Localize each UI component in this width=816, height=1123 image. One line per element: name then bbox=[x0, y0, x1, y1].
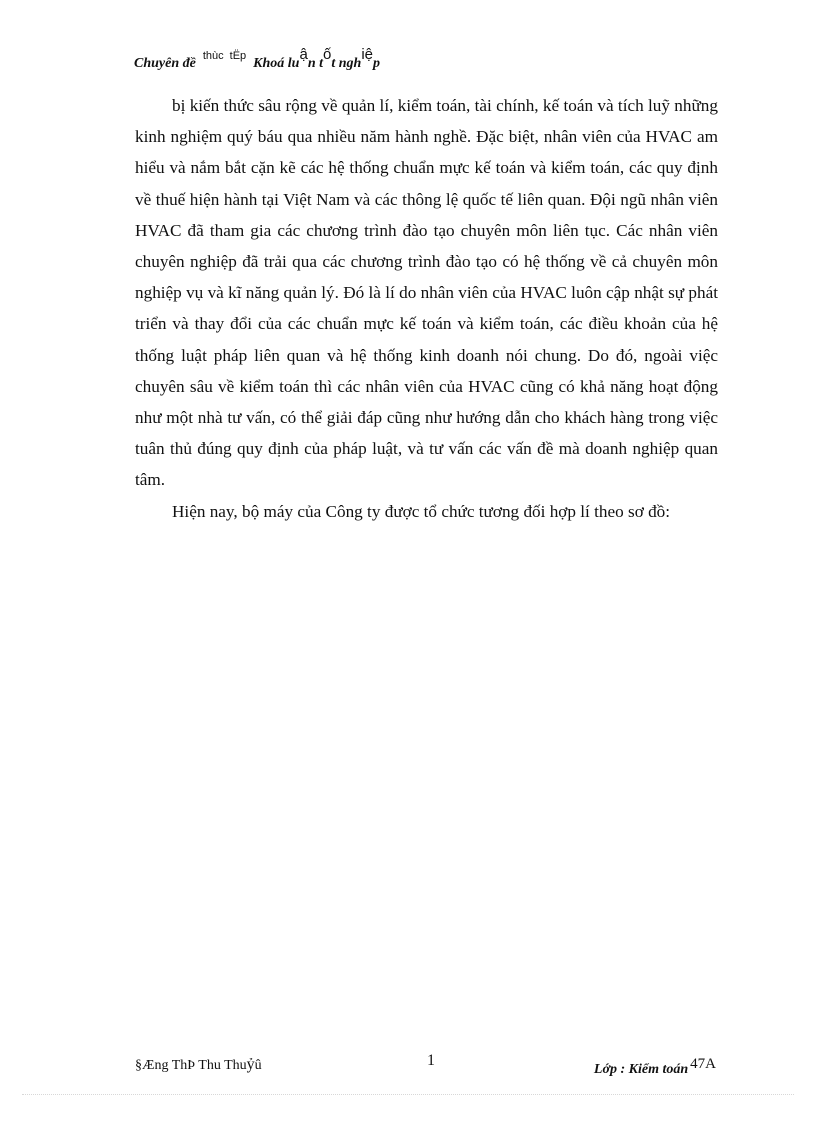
header-glyph-c: iệ bbox=[361, 46, 373, 63]
bottom-divider bbox=[22, 1094, 794, 1095]
header-thesis-label-d: p bbox=[373, 56, 380, 71]
header-glyph-a: ậ bbox=[299, 46, 308, 63]
header-thesis-label-b: n t bbox=[307, 56, 323, 71]
page-number: 1 bbox=[427, 1052, 435, 1069]
footer-author-glyph: ỷ bbox=[246, 1056, 255, 1073]
running-header bbox=[134, 48, 594, 78]
footer-class bbox=[594, 1058, 716, 1076]
header-word-thuc: thùc bbox=[202, 50, 224, 62]
header-word-tap: tËp bbox=[229, 50, 247, 62]
footer-author-name: §Æng ThÞ Thu Thu bbox=[135, 1058, 247, 1073]
header-topic-label: Chuyên đề bbox=[134, 56, 196, 71]
header-glyph-b: ố bbox=[323, 46, 332, 63]
footer-class-label: Lớp : Kiểm toán bbox=[593, 1062, 689, 1077]
footer-author-tail: û bbox=[254, 1058, 262, 1073]
footer-class-code: 47A bbox=[690, 1056, 716, 1072]
footer-author bbox=[135, 1056, 262, 1074]
paragraph: bị kiến thức sâu rộng về quản lí, kiểm toán, tài chính, kế toán và tích luỹ những kinh nghiệm quý báu qua nhiều năm hành nghề. Đặc biệt, nhân viên của HVAC am hiểu và nắm bắt cặn kẽ các hệ thống chuẩn mực kế toán và kiểm toán, các quy định về thuế hiện hành tại Việt Nam và các thông lệ quốc tế liên quan. Đội ngũ nhân viên HVAC đã tham gia các chương trình đào tạo chuyên môn liên tục. Các nhân viên chuyên nghiệp đã trải qua các chương trình đào tạo có hệ thống về cả chuyên môn nghiệp vụ và kĩ năng quản lý. Đó là lí do nhân viên của HVAC luôn cập nhật sự phát triển và thay đổi của các chuẩn mực kế toán và kiểm toán, các điều khoản của hệ thống luật pháp liên quan và hệ thống kinh doanh nói chung. Do đó, ngoài việc chuyên sâu về kiểm toán thì các nhân viên của HVAC cũng có khả năng hoạt động như một nhà tư vấn, có thể giải đáp cũng như hướng dẫn cho khách hàng trong việc tuân thủ đúng quy định của pháp luật, và tư vấn các vấn đề mà doanh nghiệp quan tâm. bbox=[135, 96, 718, 490]
header-thesis-label-a: Khoá lu bbox=[253, 56, 300, 71]
paragraph: Hiện nay, bộ máy của Công ty được tổ chức tương đối hợp lí theo sơ đồ: bbox=[172, 501, 671, 521]
body-text bbox=[135, 90, 718, 527]
header-thesis-label-c: t ngh bbox=[331, 56, 362, 71]
page-footer bbox=[135, 1052, 718, 1082]
